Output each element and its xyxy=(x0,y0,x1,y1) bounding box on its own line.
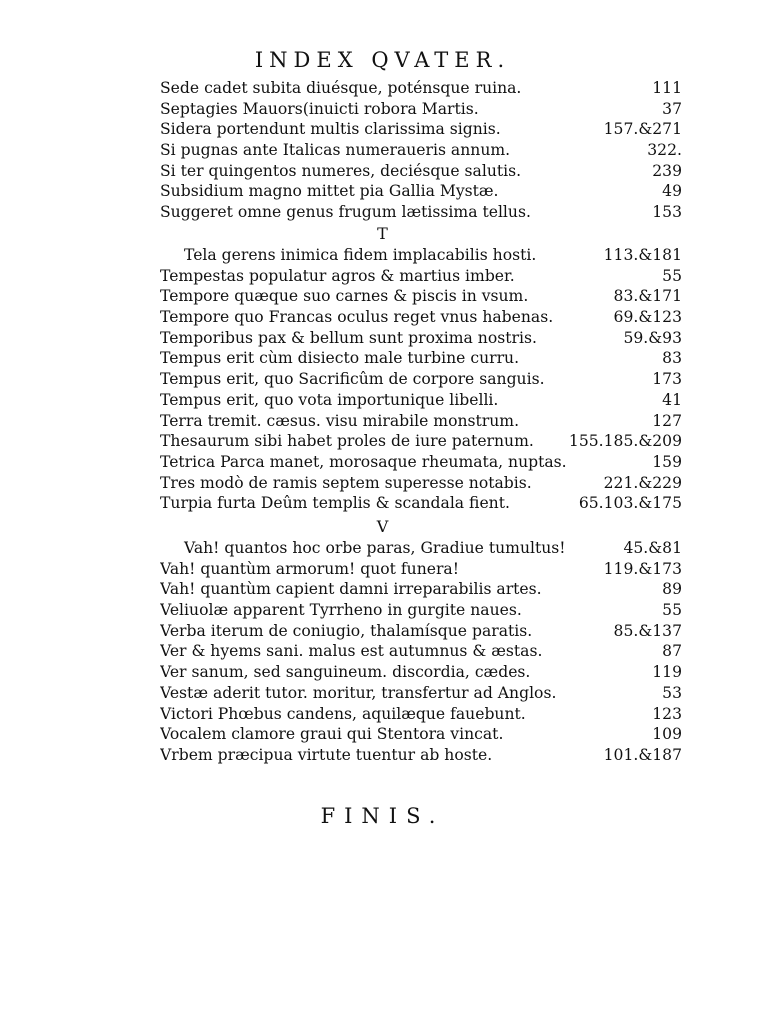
entry-text: Tempestas populatur agros & martius imber. xyxy=(160,266,515,285)
entry-text: Vrbem præcipua virtute tuentur ab hoste. xyxy=(160,745,493,764)
letter-heading-v: V xyxy=(376,517,389,536)
index-entry xyxy=(160,559,682,580)
entry-page-ref: 221.&229 xyxy=(603,473,682,492)
index-entry xyxy=(160,390,682,411)
index-entry xyxy=(160,119,682,140)
index-entry xyxy=(160,328,682,349)
entry-page-ref: 157.&271 xyxy=(603,120,682,139)
index-entry xyxy=(160,181,682,202)
entry-text: Tempore quæque suo carnes & piscis in vsum. xyxy=(160,287,529,306)
entry-page-ref: 45.&81 xyxy=(623,539,682,557)
entry-text: Tetrica Parca manet, morosaque rheumata, nuptas. xyxy=(160,452,567,471)
letter-heading-t: T xyxy=(377,224,388,243)
entry-page-ref: 89 xyxy=(662,580,682,599)
index-entry xyxy=(160,473,682,494)
entry-page-ref: 83.&171 xyxy=(613,287,682,306)
index-entry xyxy=(160,161,682,182)
entry-page-ref: 83 xyxy=(662,349,682,368)
index-entry xyxy=(160,286,682,307)
entry-text: Tempus erit cùm disiecto male turbine curru. xyxy=(160,349,520,368)
entry-text: Subsidium magno mittet pia Gallia Mystæ. xyxy=(160,182,499,201)
entry-text: Tempus erit, quo Sacrificûm de corpore sanguis. xyxy=(160,370,545,389)
entry-page-ref: 127 xyxy=(652,411,682,430)
entry-page-ref: 111 xyxy=(652,79,682,97)
entry-page-ref: 59.&93 xyxy=(623,328,682,347)
index-entry xyxy=(160,452,682,473)
entry-text: Terra tremit. cæsus. visu mirabile monstrum. xyxy=(160,411,520,430)
index-section-t xyxy=(160,245,682,514)
entry-text: Sede cadet subita diuésque, poténsque ruina. xyxy=(160,79,522,97)
entry-page-ref: 123 xyxy=(652,704,682,723)
entry-page-ref: 159 xyxy=(652,452,682,471)
index-entry xyxy=(160,493,682,514)
index-entry xyxy=(160,704,682,725)
entry-text: Vestæ aderit tutor. moritur, transfertur ad Anglos. xyxy=(160,683,557,702)
entry-page-ref: 85.&137 xyxy=(613,621,682,640)
entry-page-ref: 37 xyxy=(662,99,682,118)
index-section-s xyxy=(160,78,682,223)
index-entry xyxy=(160,202,682,223)
entry-text: Ver sanum, sed sanguineum. discordia, cædes. xyxy=(160,663,531,682)
entry-page-ref: 55 xyxy=(662,601,682,620)
entry-text: Temporibus pax & bellum sunt proxima nostris. xyxy=(160,328,537,347)
entry-page-ref: 239 xyxy=(652,161,682,180)
index-entry xyxy=(160,348,682,369)
entry-page-ref: 119.&173 xyxy=(603,559,682,578)
index-entry xyxy=(160,78,682,99)
entry-text: Tempore quo Francas oculus reget vnus habenas. xyxy=(160,308,554,327)
entry-text: Suggeret omne genus frugum lætissima tellus. xyxy=(160,203,531,222)
entry-text: Vah! quantùm armorum! quot funera! xyxy=(160,559,459,578)
index-entry xyxy=(160,266,682,287)
entry-page-ref: 173 xyxy=(652,370,682,389)
entry-text: Vocalem clamore graui qui Stentora vincat. xyxy=(160,725,504,744)
entry-text: Ver & hyems sani. malus est autumnus & æstas. xyxy=(160,642,543,661)
entry-text: Vah! quantos hoc orbe paras, Gradiue tumultus! xyxy=(184,539,566,557)
index-entry xyxy=(160,99,682,120)
index-section-v xyxy=(160,538,682,766)
index-entry xyxy=(160,307,682,328)
entry-page-ref: 69.&123 xyxy=(613,308,682,327)
index-entry xyxy=(160,641,682,662)
index-entry xyxy=(160,411,682,432)
index-entry xyxy=(160,245,682,266)
entry-page-ref: 65.103.&175 xyxy=(578,494,682,513)
entry-text: Septagies Mauors(inuicti robora Martis. xyxy=(160,99,479,118)
entry-text: Tres modò de ramis septem superesse notabis. xyxy=(160,473,532,492)
index-entry xyxy=(160,579,682,600)
entry-page-ref: 113.&181 xyxy=(603,246,682,264)
entry-page-ref: 153 xyxy=(652,203,682,222)
index-entry xyxy=(160,724,682,745)
entry-page-ref: 109 xyxy=(652,725,682,744)
entry-page-ref: 101.&187 xyxy=(603,745,682,764)
entry-text: Sidera portendunt multis clarissima signis. xyxy=(160,120,501,139)
index-entry xyxy=(160,431,682,452)
page-title: INDEX QVATER. xyxy=(254,48,511,72)
entry-text: Tela gerens inimica fidem implacabilis hosti. xyxy=(184,246,537,264)
entry-text: Si ter quingentos numeres, deciésque salutis. xyxy=(160,161,522,180)
entry-text: Verba iterum de coniugio, thalamísque paratis. xyxy=(160,621,533,640)
entry-page-ref: 53 xyxy=(662,683,682,702)
index-entry xyxy=(160,621,682,642)
index-entry xyxy=(160,745,682,766)
entry-text: Thesaurum sibi habet proles de iure paternum. xyxy=(160,432,534,451)
index-entry xyxy=(160,600,682,621)
index-entry xyxy=(160,662,682,683)
finis-colophon: FINIS. xyxy=(320,804,445,828)
entry-page-ref: 155.185.&209 xyxy=(568,432,682,451)
index-entry xyxy=(160,683,682,704)
entry-page-ref: 55 xyxy=(662,266,682,285)
entry-text: Si pugnas ante Italicas numeraueris annum. xyxy=(160,141,511,160)
index-entry xyxy=(160,369,682,390)
entry-page-ref: 322. xyxy=(647,141,682,160)
entry-page-ref: 49 xyxy=(662,182,682,201)
entry-page-ref: 119 xyxy=(652,663,682,682)
index-entry xyxy=(160,140,682,161)
entry-page-ref: 41 xyxy=(662,390,682,409)
entry-text: Vah! quantùm capient damni irreparabilis artes. xyxy=(160,580,542,599)
entry-text: Turpia furta Deûm templis & scandala fient. xyxy=(160,494,510,513)
entry-text: Tempus erit, quo vota importunique libelli. xyxy=(160,390,499,409)
index-entry xyxy=(160,538,682,559)
entry-page-ref: 87 xyxy=(662,642,682,661)
entry-text: Veliuolæ apparent Tyrrheno in gurgite naues. xyxy=(160,601,522,620)
entry-text: Victori Phœbus candens, aquilæque fauebunt. xyxy=(160,704,526,723)
